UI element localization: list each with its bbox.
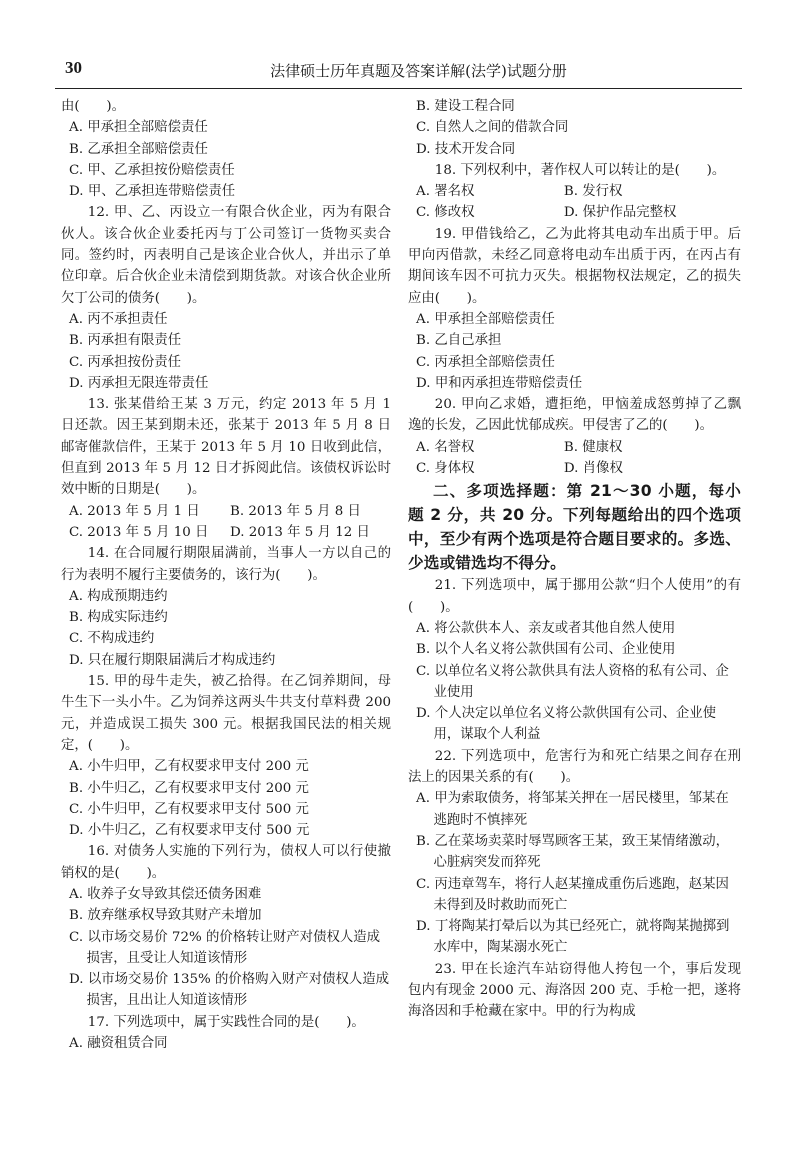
q16-option-b: B. 放弃继承权导致其财产未增加 [69, 908, 262, 924]
q17-option-c: C. 自然人之间的借款合同 [416, 120, 569, 136]
q18-options-row-1 [408, 181, 741, 202]
q19-option-a: A. 甲承担全部赔偿责任 [416, 311, 555, 327]
q11-option-c: C. 甲、乙承担按份赔偿责任 [69, 162, 235, 178]
question-11-tail: 由( )。 [61, 99, 126, 114]
question-22: 22. 下列选项中，危害行为和死亡结果之间存在刑法上的因果关系的有( )。 [408, 748, 741, 786]
page-number: 30 [65, 58, 82, 77]
right-column [408, 96, 741, 1023]
question-20: 20. 甲向乙求婚，遭拒绝，甲恼羞成怒剪掉了乙飘逸的长发，乙因此忧郁成疾。甲侵害了乙的( )。 [408, 397, 741, 434]
q13-option-b: B. 2013 年 5 月 8 日 [230, 503, 361, 519]
q22-option-b: B. 乙在菜场卖菜时辱骂顾客王某，致王某情绪激动，心脏病突发而猝死 [416, 833, 729, 871]
question-12: 12. 甲、乙、丙设立一有限合伙企业，丙为有限合伙人。该合伙企业委托丙与丁公司签订一货物买卖合同。签约时，丙表明自己是该企业合伙人，并出示了单位印章。后合伙企业未清偿到期货款。对该合伙企业所欠丁公司的债务( )。 [61, 205, 391, 306]
section-heading-multiple-choice: 二、多项选择题：第 21～30 小题，每小题 2 分，共 20 分。下列每题给出的四个选项中，至少有两个选项是符合题目要求的。多选、少选或错选均不得分。 [408, 482, 741, 573]
question-19: 19. 甲借钱给乙，乙为此将其电动车出质于甲。后甲向丙借款，未经乙同意将电动车出质于丙，在丙占有期间该车因不可抗力灭失。根据物权法规定，乙的损失应由( )。 [408, 226, 741, 306]
q20-option-c: C. 身体权 [416, 461, 475, 477]
q20-option-a: A. 名誉权 [416, 439, 475, 455]
q18-option-d: D. 保护作品完整权 [563, 205, 677, 221]
q22-option-a: A. 甲为索取债务，将邹某关押在一居民楼里，邹某在逃跑时不慎摔死 [416, 791, 729, 828]
q13-options-row-2 [61, 522, 391, 543]
q15-option-a: A. 小牛归甲，乙有权要求甲支付 200 元 [69, 759, 309, 775]
question-17: 17. 下列选项中，属于实践性合同的是( )。 [87, 1014, 365, 1030]
question-18: 18. 下列权利中，著作权人可以转让的是( )。 [434, 162, 726, 178]
q20-options-row-1 [408, 437, 741, 458]
running-title: 法律硕士历年真题及答案详解(法学)试题分册 [270, 62, 567, 80]
page-header [55, 52, 742, 89]
question-16: 16. 对债务人实施的下列行为，债权人可以行使撤销权的是( )。 [61, 844, 391, 881]
q18-option-c: C. 修改权 [416, 205, 475, 221]
q16-option-d: D. 以市场交易价 135% 的价格购入财产对债权人造成损害，且出让人知道该情形 [69, 972, 390, 1009]
q15-option-b: B. 小牛归乙，乙有权要求甲支付 200 元 [69, 780, 309, 796]
q16-option-c: C. 以市场交易价 72% 的价格转让财产对债权人造成损害，且受让人知道该情形 [69, 929, 381, 966]
q18-option-a: A. 署名权 [416, 184, 475, 200]
q12-option-b: B. 丙承担有限责任 [69, 333, 182, 349]
q17-option-a: A. 融资租赁合同 [69, 1036, 168, 1052]
q14-option-d: D. 只在履行期限届满后才构成违约 [69, 652, 276, 668]
q15-option-d: D. 小牛归乙，乙有权要求甲支付 500 元 [69, 823, 310, 839]
q20-option-d: D. 肖像权 [563, 461, 623, 477]
question-21: 21. 下列选项中，属于挪用公款“归个人使用”的有( )。 [408, 578, 741, 615]
q18-option-b: B. 发行权 [563, 184, 623, 200]
q22-option-c: C. 丙违章驾车，将行人赵某撞成重伤后逃跑，赵某因未得到及时救助而死亡 [416, 876, 729, 913]
q13-option-a: A. 2013 年 5 月 1 日 [69, 503, 200, 519]
q12-option-d: D. 丙承担无限连带责任 [69, 375, 209, 391]
question-23: 23. 甲在长途汽车站窃得他人挎包一个，事后发现包内有现金 2000 元、海洛因 200 克、手枪一把，遂将海洛因和手枪藏在家中。甲的行为构成 [408, 961, 741, 1020]
q14-option-a: A. 构成预期违约 [69, 588, 168, 604]
q11-option-b: B. 乙承担全部赔偿责任 [69, 141, 208, 157]
q19-option-d: D. 甲和丙承担连带赔偿责任 [416, 375, 583, 391]
q19-option-b: B. 乙自己承担 [416, 333, 502, 349]
q21-option-c: C. 以单位名义将公款供具有法人资格的私有公司、企业使用 [416, 663, 729, 700]
left-column [61, 96, 391, 1054]
q20-options-row-2 [408, 458, 741, 479]
q12-option-c: C. 丙承担按份责任 [69, 354, 182, 370]
q22-option-d: D. 丁将陶某打晕后以为其已经死亡，就将陶某抛掷到水库中，陶某溺水死亡 [416, 919, 730, 956]
q13-option-d: D. 2013 年 5 月 12 日 [230, 524, 370, 540]
q17-option-b: B. 建设工程合同 [416, 99, 515, 114]
q20-option-b: B. 健康权 [563, 439, 623, 455]
q14-option-c: C. 不构成违约 [69, 631, 155, 647]
q21-option-a: A. 将公款供本人、亲友或者其他自然人使用 [416, 620, 676, 636]
question-15: 15. 甲的母牛走失，被乙拾得。在乙饲养期间，母牛生下一头小牛。乙为饲养这两头牛共支付草料费 200 元，并造成误工损失 300 元。根据我国民法的相关规定，( )。 [61, 674, 391, 753]
question-14: 14. 在合同履行期限届满前，当事人一方以自己的行为表明不履行主要债务的，该行为( )。 [61, 546, 391, 583]
question-13: 13. 张某借给王某 3 万元，约定 2013 年 5 月 1 日还款。因王某到期未还，张某于 2013 年 5 月 8 日邮寄催款信件，王某于 2013 年 5 月 10 日收到此信，但直到 2013 年 5 月 12 日才拆阅此信。该债权诉讼时效中断的日期是( )。 [61, 397, 391, 498]
q13-options-row-1 [61, 501, 391, 522]
q11-option-a: A. 甲承担全部赔偿责任 [69, 120, 208, 136]
q12-option-a: A. 丙不承担责任 [69, 311, 168, 327]
q18-options-row-2 [408, 202, 741, 223]
q11-option-d: D. 甲、乙承担连带赔偿责任 [69, 184, 236, 200]
q21-option-d: D. 个人决定以单位名义将公款供国有公司、企业使用，谋取个人利益 [416, 706, 717, 743]
q16-option-a: A. 收养子女导致其偿还债务困难 [69, 886, 262, 902]
q19-option-c: C. 丙承担全部赔偿责任 [416, 354, 555, 370]
q14-option-b: B. 构成实际违约 [69, 610, 168, 626]
q21-option-b: B. 以个人名义将公款供国有公司、企业使用 [416, 642, 676, 658]
q15-option-c: C. 小牛归甲，乙有权要求甲支付 500 元 [69, 801, 309, 817]
q17-option-d: D. 技术开发合同 [416, 141, 516, 157]
q13-option-c: C. 2013 年 5 月 10 日 [69, 524, 209, 540]
